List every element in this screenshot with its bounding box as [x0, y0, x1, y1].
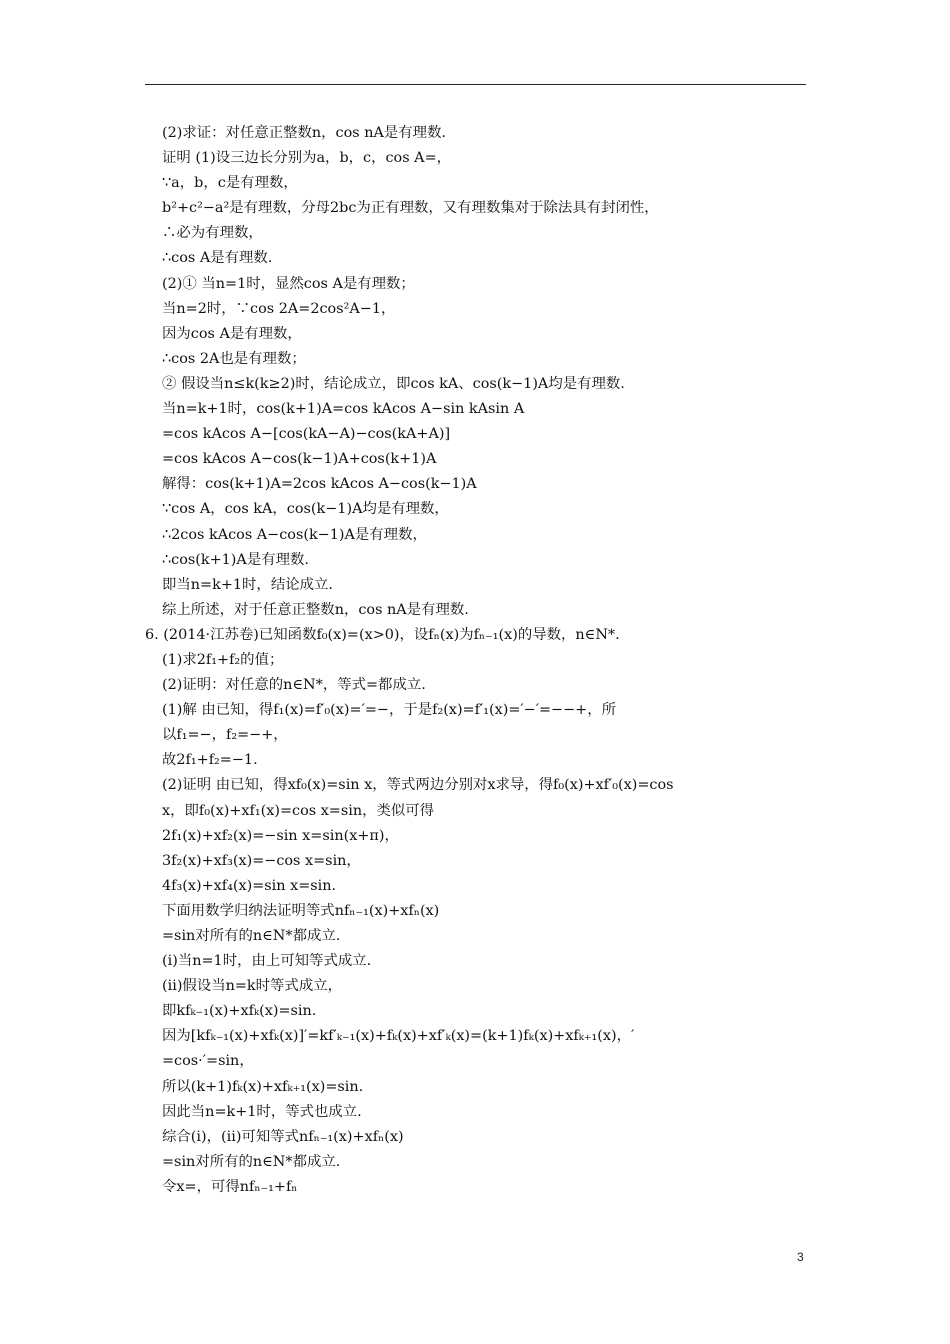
text-line: ∵a，b，c是有理数， [162, 175, 298, 192]
text-line: (1)求2f₁+f₂的值； [162, 651, 284, 668]
text-line: 3f₂(x)+xf₃(x)=−cos x=sin， [162, 852, 361, 869]
text-line: ∴cos 2A也是有理数； [162, 350, 306, 367]
text-line: (2)证明：对任意的n∈N*，等式=都成立. [162, 677, 426, 694]
text-line: (ⅰ)当n=1时，由上可知等式成立. [162, 953, 372, 970]
document-body [145, 121, 812, 1200]
text-line: ∴cos A是有理数. [162, 250, 273, 267]
text-line: 因此当n=k+1时，等式也成立. [162, 1103, 362, 1120]
text-line: 解得：cos(k+1)A=2cos kAcos A−cos(k−1)A [162, 476, 477, 493]
text-line: ② 假设当n≤k(k≥2)时，结论成立，即cos kA、cos(k−1)A均是有理数. [162, 375, 625, 392]
text-line: b²+c²−a²是有理数，分母2bc为正有理数，又有理数集对于除法具有封闭性， [162, 200, 659, 217]
text-line: 因为[kfₖ₋₁(x)+xfₖ(x)]′=kf′ₖ₋₁(x)+fₖ(x)+xf′ₖ(x)=(k+1)fₖ(x)+xfₖ₊₁(x)，′ [162, 1028, 635, 1045]
text-line: 证明 (1)设三边长分别为a，b，c，cos A=， [162, 150, 452, 167]
text-line: x，即f₀(x)+xf₁(x)=cos x=sin，类似可得 [162, 802, 435, 819]
page-number: 3 [797, 1250, 804, 1264]
text-line: 下面用数学归纳法证明等式nfₙ₋₁(x)+xfₙ(x) [162, 902, 440, 919]
text-line: =sin对所有的n∈N*都成立. [162, 1153, 341, 1170]
header-rule [145, 84, 806, 85]
text-line: ∴cos(k+1)A是有理数. [162, 551, 309, 568]
text-line: ∵cos A，cos kA，cos(k−1)A均是有理数， [162, 501, 449, 518]
text-line: =sin对所有的n∈N*都成立. [162, 928, 341, 944]
problem-heading: 6. (2014·江苏卷)已知函数f₀(x)=(x>0)，设fₙ(x)为fₙ₋₁(x)的导数，n∈N*. [145, 626, 620, 643]
text-line: =cos·′=sin， [162, 1053, 254, 1070]
text-line: (2)求证：对任意正整数n，cos nA是有理数. [162, 125, 447, 141]
text-line: (2)① 当n=1时，显然cos A是有理数； [162, 275, 415, 292]
text-line: 当n=k+1时，cos(k+1)A=cos kAcos A−sin kAsin A [162, 401, 525, 418]
text-line: ∴必为有理数， [162, 225, 263, 242]
text-line: (1)解 由已知，得f₁(x)=f′₀(x)=′=−，于是f₂(x)=f′₁(x)=′−′=−−+，所 [162, 702, 616, 719]
text-line: 因为cos A是有理数， [162, 325, 302, 342]
text-line: 2f₁(x)+xf₂(x)=−sin x=sin(x+π)， [162, 827, 399, 844]
text-line: =cos kAcos A−[cos(kA−A)−cos(kA+A)] [162, 426, 451, 443]
text-line: =cos kAcos A−cos(k−1)A+cos(k+1)A [162, 451, 437, 468]
text-line: 即当n=k+1时，结论成立. [162, 576, 333, 593]
text-line: 故2f₁+f₂=−1. [162, 752, 258, 769]
text-line: 即kfₖ₋₁(x)+xfₖ(x)=sin. [162, 1003, 317, 1020]
text-line: (2)证明 由已知，得xf₀(x)=sin x，等式两边分别对x求导，得f₀(x)+xf′₀(x)=cos [162, 777, 674, 794]
text-line: 当n=2时，∵cos 2A=2cos²A−1， [162, 300, 396, 317]
text-line: (ⅱ)假设当n=k时等式成立， [162, 978, 342, 995]
text-line: 综合(ⅰ)，(ⅱ)可知等式nfₙ₋₁(x)+xfₙ(x) [162, 1128, 404, 1145]
text-line: 以f₁=−，f₂=−+， [162, 727, 288, 744]
text-line: 4f₃(x)+xf₄(x)=sin x=sin. [162, 877, 337, 894]
text-line: 综上所述，对于任意正整数n，cos nA是有理数. [162, 601, 469, 618]
text-line: 令x=，可得nfₙ₋₁+fₙ [162, 1178, 298, 1195]
text-line: 所以(k+1)fₖ(x)+xfₖ₊₁(x)=sin. [162, 1078, 364, 1095]
text-line: ∴2cos kAcos A−cos(k−1)A是有理数， [162, 526, 427, 543]
